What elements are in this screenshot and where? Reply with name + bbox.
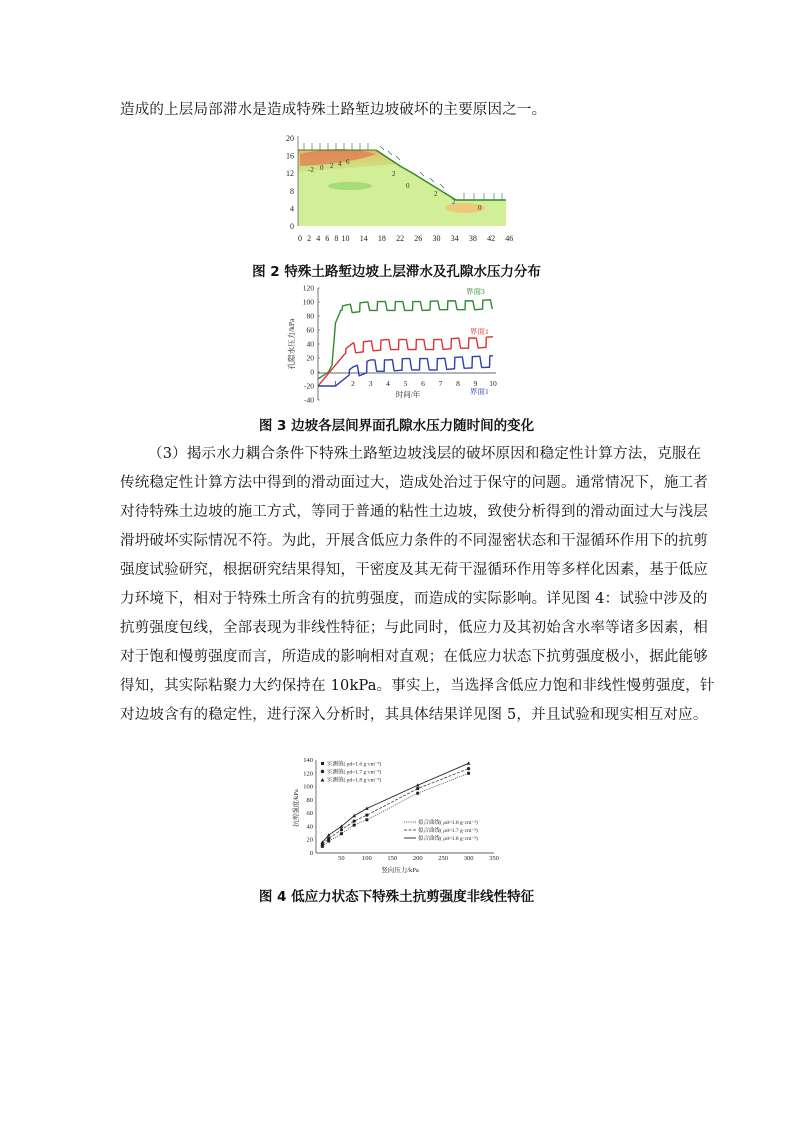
series-label-interface-1-blue: 界面1	[470, 387, 489, 396]
series-label-interface-1-red: 界面1	[470, 327, 489, 336]
contour-label: -2	[308, 166, 314, 174]
fig3-y-tick-label: -20	[304, 381, 314, 391]
fig2-x-tick-label: 8	[334, 234, 339, 243]
figure-4-caption: 图 4 低应力状态下特殊土抗剪强度非线性特征	[258, 889, 535, 905]
figure-4-chart	[288, 756, 504, 876]
fig2-y-tick-label: 20	[286, 134, 294, 143]
fig3-y-tick-label: 0	[310, 367, 314, 377]
body-line: 滑坍破坏实际情况不符。为此，开展含低应力条件的不同湿密状态和干湿循环作用下的抗剪	[120, 533, 708, 549]
fig3-x-tick-label: 5	[403, 379, 408, 388]
fig4-x-tick-label: 100	[361, 855, 372, 862]
fig2-x-tick-label: 6	[325, 234, 330, 243]
fig4-y-tick-label: 140	[303, 757, 313, 764]
data-point-circle	[467, 767, 470, 770]
legend-marker-label: 实测值( ρd=1.8 g·cm⁻³)	[327, 777, 382, 784]
series-label-interface-3: 界面3	[466, 287, 485, 296]
fig2-x-tick-label: 46	[505, 234, 514, 243]
fig3-x-tick-label: 8	[456, 379, 460, 388]
fig2-x-tick-label: 22	[396, 234, 405, 243]
contour-label: 2	[434, 190, 438, 198]
contour-label: 2	[452, 198, 456, 206]
fig3-y-tick-label: 120	[302, 283, 314, 293]
legend-curve-label: 拟合曲线( ρd=1.7 g·cm⁻³)	[418, 828, 478, 834]
fig4-x-tick-label: 350	[489, 855, 499, 862]
data-point-triangle	[327, 833, 331, 836]
contour-label: 2	[392, 170, 396, 178]
body-line: 对边坡含有的稳定性，进行深入分析时，其具体结果详见图 5，并且试验和现实相互对应。	[120, 707, 708, 723]
fig2-y-tick-label: 16	[286, 151, 294, 161]
data-point-square	[340, 832, 343, 835]
fig4-x-label: 竖向压力/kPa	[381, 867, 419, 874]
fig2-x-tick-label: 30	[432, 234, 441, 243]
fig2-x-tick-label: 10	[341, 234, 350, 243]
fig4-x-tick-label: 150	[387, 855, 398, 862]
body-line: 对待特殊土边坡的施工方式，等同于普通的粘性土边坡，致使分析得到的滑动面过大与浅层	[120, 504, 708, 520]
fig3-y-label: 孔隙水压力/kPa	[287, 318, 296, 370]
contour-label: 0	[320, 164, 324, 172]
data-point-square	[353, 824, 356, 827]
fig4-y-tick-label: 20	[306, 836, 313, 844]
fig2-x-ticks	[298, 234, 513, 243]
fig3-y-tick-label: 80	[306, 311, 314, 321]
fig3-y-ticks	[303, 284, 320, 405]
figure-2-contour	[280, 130, 520, 248]
fig2-y-tick-label: 12	[286, 169, 294, 179]
fig3-y-tick-label: 60	[306, 325, 314, 335]
body-line: （3）揭示水力耦合条件下特殊土路堑边坡浅层的破坏原因和稳定性计算方法，克服在	[148, 446, 702, 462]
contour-label: 2	[330, 162, 334, 170]
fig2-x-tick-label: 42	[487, 234, 496, 243]
legend-square-marker	[321, 762, 324, 765]
contour-label: 4	[338, 160, 342, 168]
data-point-circle	[340, 828, 343, 831]
figure-3-chart	[282, 282, 514, 406]
fig2-x-tick-label: 38	[468, 234, 477, 243]
fig4-y-tick-label: 80	[306, 796, 313, 804]
data-point-triangle	[467, 761, 471, 764]
fig2-x-tick-label: 26	[414, 234, 423, 243]
fig3-y-tick-label: 20	[306, 353, 314, 363]
data-point-square	[327, 840, 330, 843]
fig2-y-ticks	[286, 134, 294, 231]
fig2-y-tick-label: 4	[290, 204, 294, 214]
data-point-circle	[353, 820, 356, 823]
contour-label: 0	[406, 182, 410, 190]
legend-marker-label: 实测值( ρd=1.6 g·cm⁻³)	[327, 761, 382, 768]
body-paragraph	[120, 440, 715, 730]
fig4-y-tick-label: 100	[303, 783, 313, 791]
fig4-y-tick-label: 0	[309, 850, 313, 857]
fig3-y-tick-label: -40	[304, 395, 314, 405]
fig3-x-tick-label: 4	[386, 379, 390, 388]
contour-label: 0	[478, 204, 482, 212]
legend-marker-label: 实测值( ρd=1.7 g·cm⁻³)	[327, 769, 382, 776]
data-point-circle	[327, 837, 330, 840]
fig2-x-tick-label: 14	[359, 234, 368, 243]
data-point-square	[365, 818, 368, 821]
body-line: 力环境下，相对于特殊土所含有的抗剪强度，而造成的实际影响。详见图 4：试验中涉及的	[120, 591, 708, 607]
fig3-y-tick-label: 100	[302, 297, 314, 307]
fig2-x-tick-label: 34	[450, 234, 459, 243]
data-point-circle	[365, 814, 368, 817]
fig4-legend-markers	[321, 760, 382, 784]
body-line: 强度试验研究，根据研究结果得知，干密度及其无荷干湿循环作用等多样化因素，基于低应	[120, 562, 708, 578]
data-point-square	[416, 792, 419, 795]
body-line: 对于饱和慢剪强度而言，所造成的影响相对直观；在低应力状态下抗剪强度极小，据此能够	[120, 649, 708, 665]
body-line: 得知，其实际粘聚力大约保持在 10kPa。事实上，当选择含低应力饱和非线性慢剪强度，针	[120, 678, 715, 694]
fig4-y-tick-label: 60	[306, 810, 313, 818]
fig4-y-tick-label: 40	[306, 823, 313, 831]
fig2-x-tick-label: 18	[377, 234, 386, 243]
fig4-x-ticks	[338, 855, 499, 862]
fig2-x-tick-label: 2	[307, 234, 312, 243]
figure-2-caption: 图 2 特殊土路堑边坡上层滞水及孔隙水压力分布	[252, 264, 541, 280]
fig3-x-tick-label: 7	[438, 379, 443, 388]
contour-label: 6	[346, 158, 350, 166]
fig3-x-tick-label: 6	[421, 379, 425, 388]
fig3-y-tick-label: 40	[306, 339, 314, 349]
fig3-x-tick-label: 10	[489, 379, 497, 388]
legend-curve-label: 拟合曲线( ρd=1.6 g·cm⁻³)	[418, 820, 478, 826]
fig3-x-tick-label: 2	[351, 379, 355, 388]
fig4-x-tick-label: 300	[463, 855, 474, 862]
fig3-x-tick-label: 9	[473, 379, 478, 388]
fig4-y-tick-label: 120	[303, 770, 313, 778]
fig2-y-tick-label: 0	[290, 222, 294, 231]
fig4-x-tick-label: 250	[438, 855, 449, 862]
fig4-legend-curves	[404, 818, 478, 842]
fig2-x-tick-label: 4	[316, 234, 321, 243]
legend-circle-marker	[321, 770, 324, 773]
fig2-y-tick-label: 8	[290, 186, 294, 196]
data-point-circle	[416, 787, 419, 790]
figure-3-caption: 图 3 边坡各层间界面孔隙水压力随时间的变化	[258, 418, 535, 434]
data-point-square	[467, 772, 470, 775]
fig4-x-tick-label: 50	[338, 855, 345, 862]
intro-text	[120, 96, 676, 125]
fig4-y-ticks	[303, 757, 313, 857]
fig4-x-tick-label: 200	[412, 855, 423, 862]
fig3-x-label: 时间/年	[395, 390, 421, 399]
fig2-x-tick-label: 0	[298, 234, 302, 243]
legend-curve-label: 拟合曲线( ρd=1.8 g·cm⁻³)	[418, 836, 478, 842]
body-line: 抗剪强度包线，全部表现为非线性特征；与此同时，低应力及其初始含水率等诸多因素，相	[120, 620, 708, 636]
legend-triangle-marker	[321, 778, 325, 782]
wet-lens	[328, 182, 372, 190]
fig3-x-tick-label: 3	[368, 379, 373, 388]
fig3-x-tick-label: 1	[333, 379, 338, 388]
intro-line: 造成的上层局部滞水是造成特殊土路堑边坡破坏的主要原因之一。	[120, 102, 547, 118]
fig4-y-label: 抗剪强度/kPa	[293, 789, 300, 827]
body-line: 传统稳定性计算方法中得到的滑动面过大，造成处治过于保守的问题。通常情况下，施工者	[120, 475, 708, 491]
